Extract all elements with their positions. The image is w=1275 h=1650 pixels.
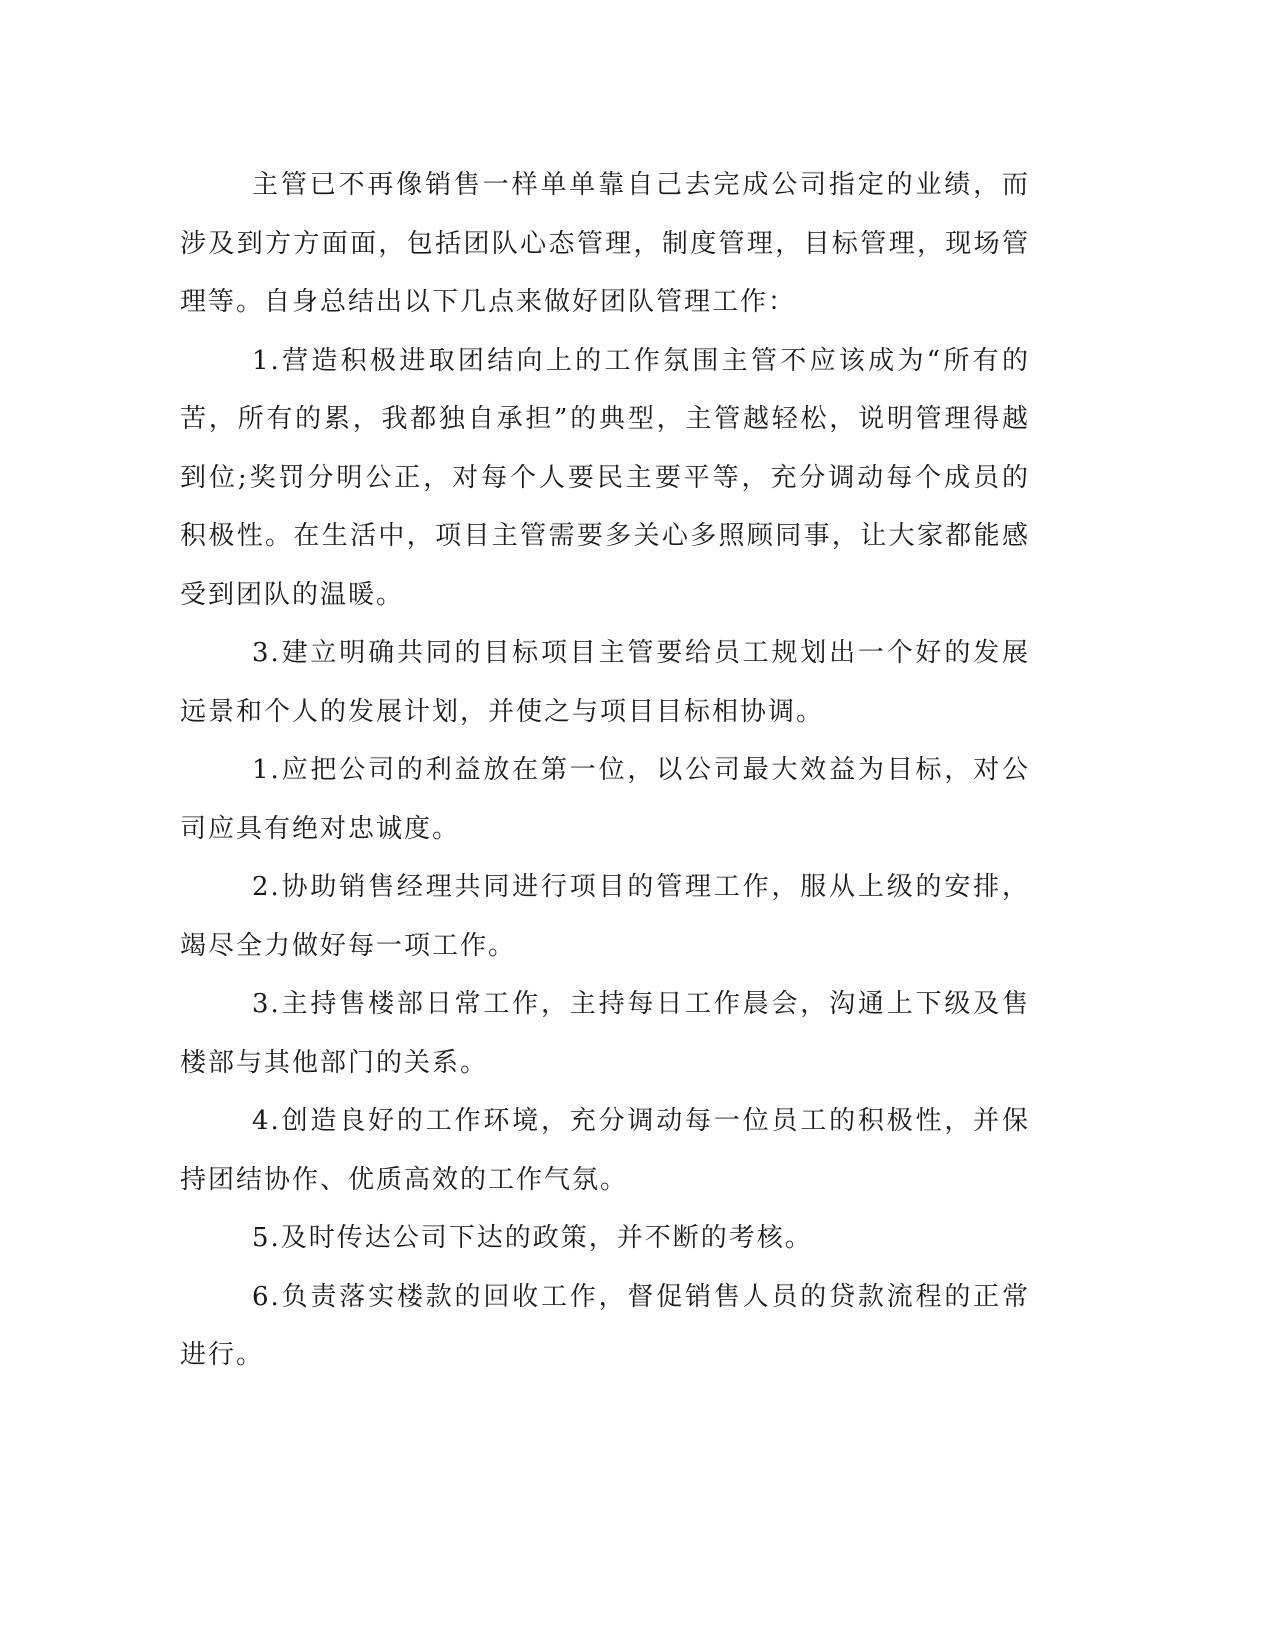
paragraph-work-atmosphere: 1.营造积极进取团结向上的工作氛围主管不应该成为“所有的苦，所有的累，我都独自承担”的典型，主管越轻松，说明管理得越到位;奖罚分明公正，对每个人要民主要平等，充分调动每个成员的积极性。在生活中，项目主管需要多关心多照顾同事，让大家都能感受到团队的温暖。 [180,345,1030,610]
paragraph-intro: 主管已不再像销售一样单单靠自己去完成公司指定的业绩，而涉及到方方面面，包括团队心态管理，制度管理，目标管理，现场管理等。自身总结出以下几点来做好团队管理工作： [180,170,1030,317]
paragraph-duty-4: 4.创造良好的工作环境，充分调动每一位员工的积极性，并保持团结协作、优质高效的工作气氛。 [180,1106,1030,1195]
paragraph-duty-2: 2.协助销售经理共同进行项目的管理工作，服从上级的安排，竭尽全力做好每一项工作。 [180,872,1030,961]
paragraph-duty-6: 6.负责落实楼款的回收工作，督促销售人员的贷款流程的正常进行。 [180,1281,1030,1370]
paragraph-duty-3: 3.主持售楼部日常工作，主持每日工作晨会，沟通上下级及售楼部与其他部门的关系。 [180,989,1030,1078]
paragraph-duty-1: 1.应把公司的利益放在第一位，以公司最大效益为目标，对公司应具有绝对忠诚度。 [180,755,1030,844]
document-body [180,156,1030,1385]
paragraph-duty-5: 5.及时传达公司下达的政策，并不断的考核。 [252,1223,813,1253]
paragraph-common-goal: 3.建立明确共同的目标项目主管要给员工规划出一个好的发展远景和个人的发展计划，并使之与项目目标相协调。 [180,638,1030,727]
